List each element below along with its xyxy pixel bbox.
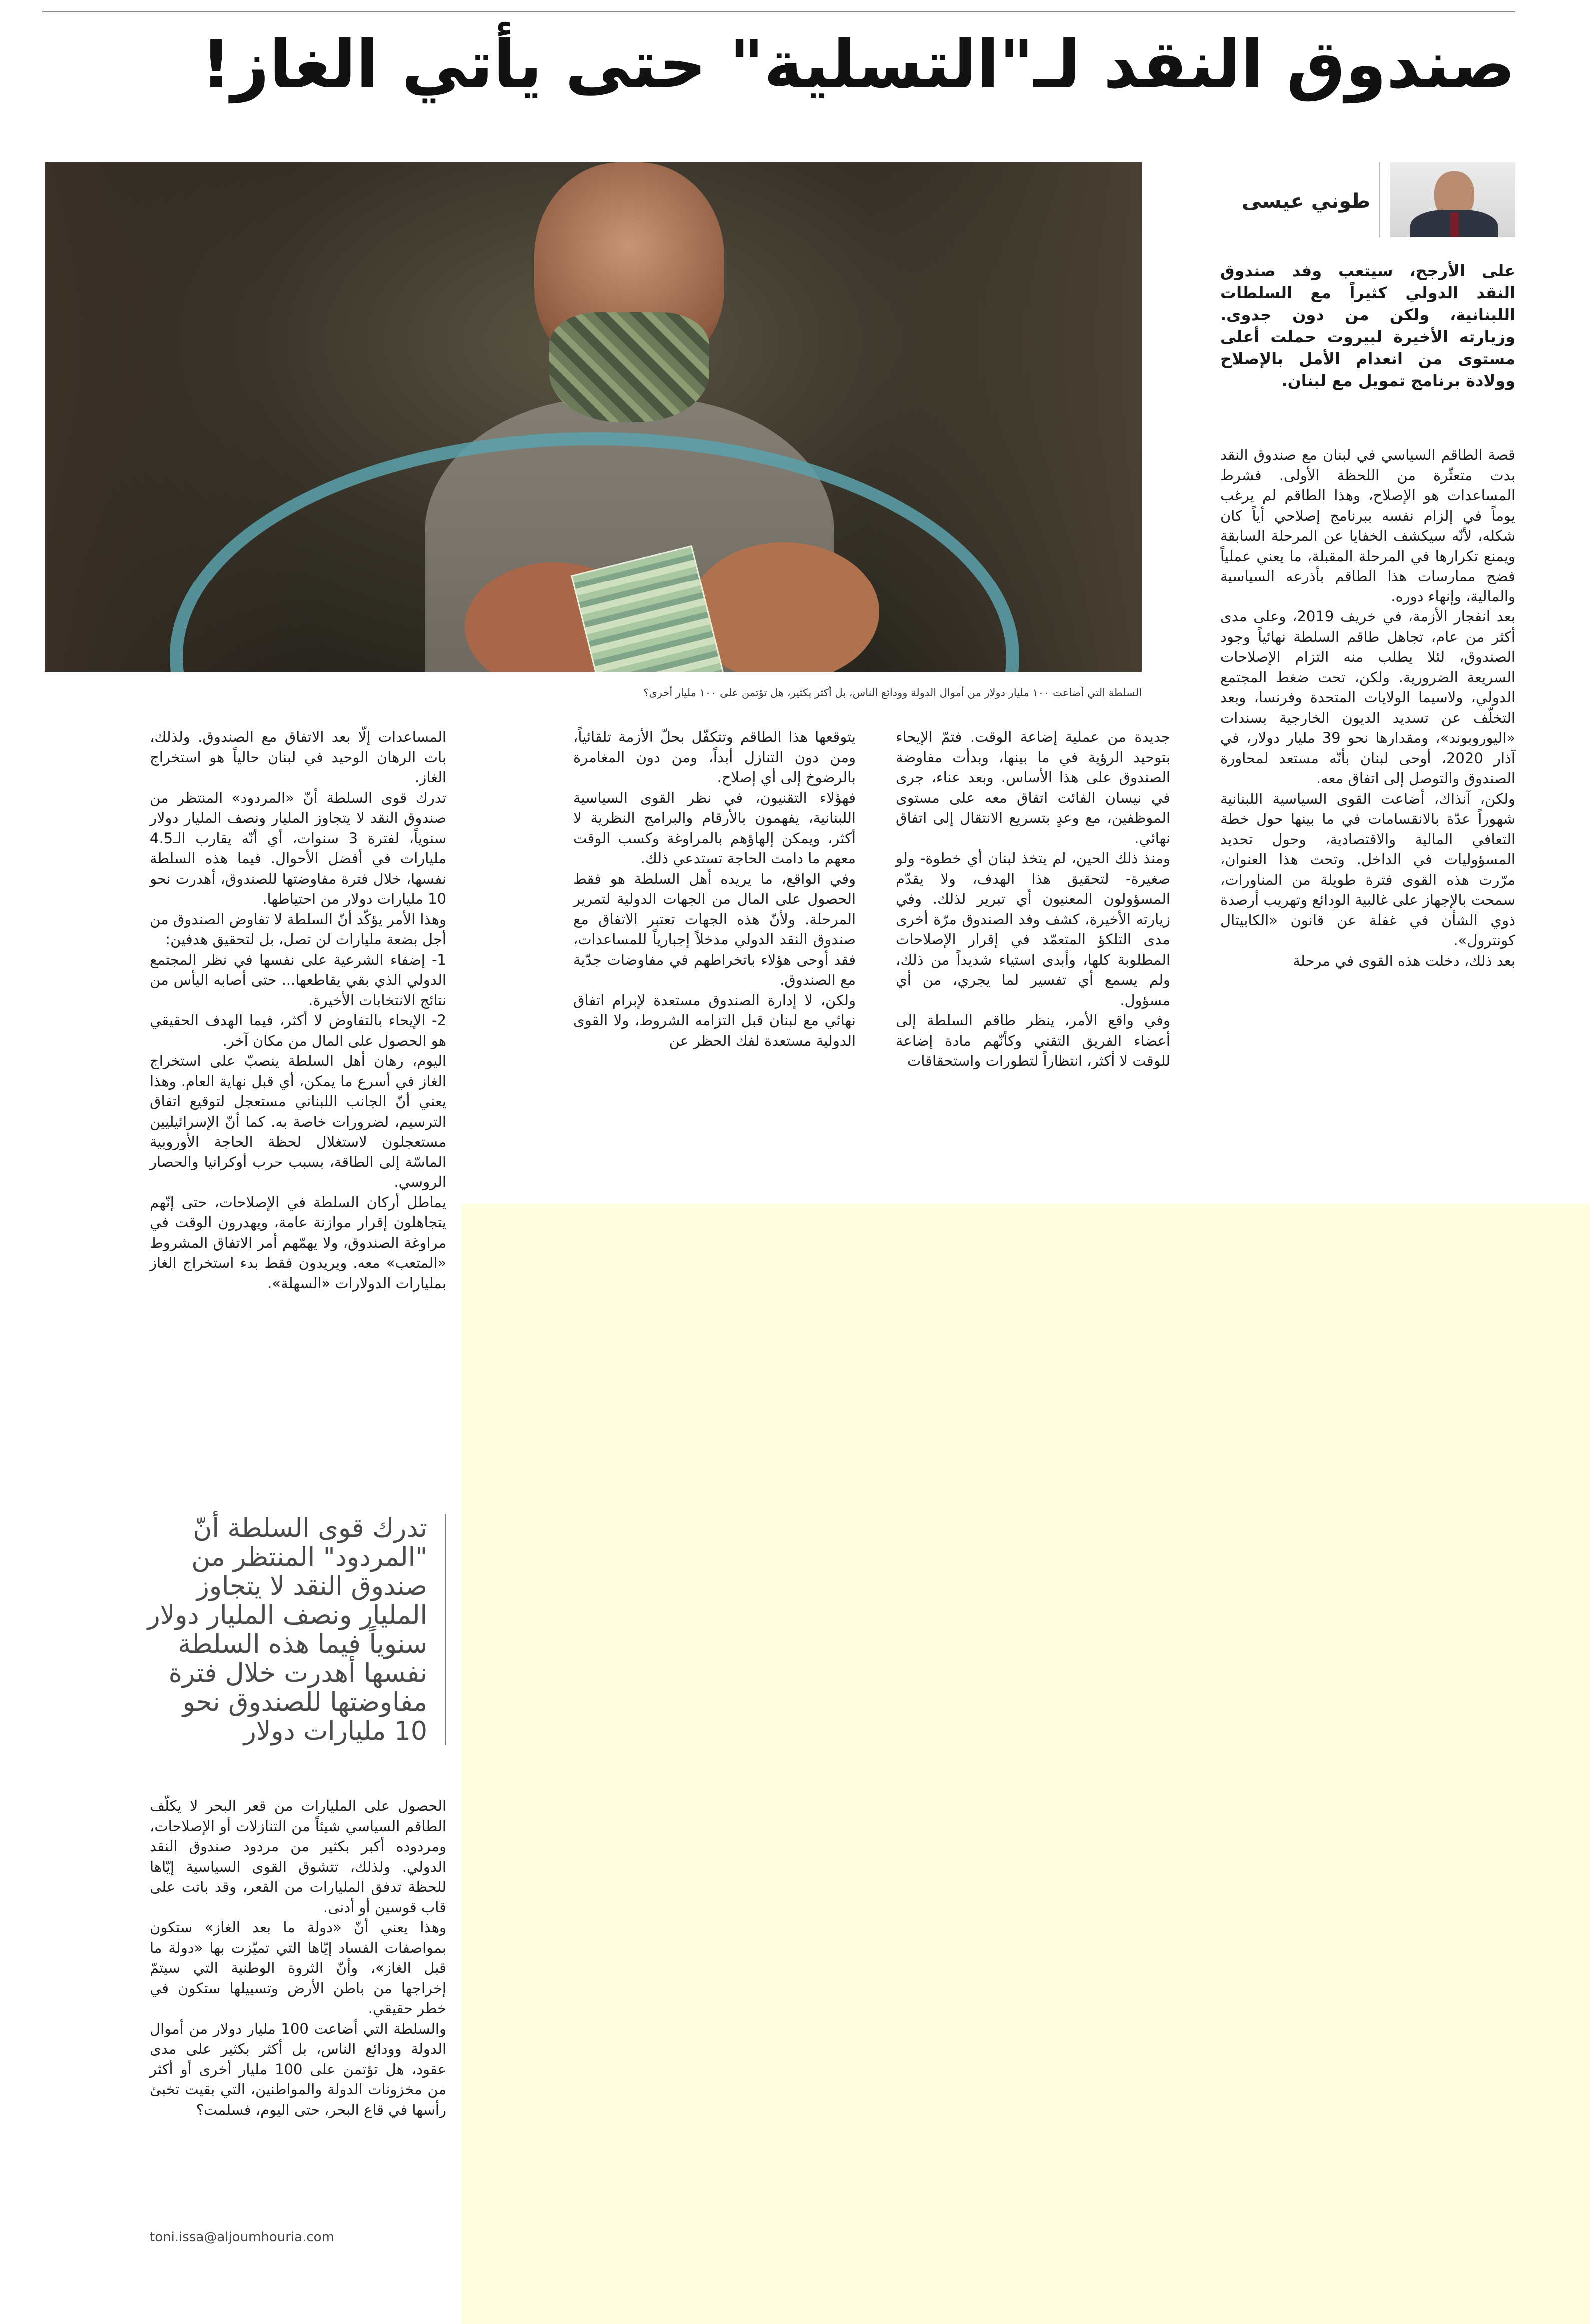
paragraph: يتوقعها هذا الطاقم وتتكفّل بحلّ الأزمة تلقائياً، ومن دون التنازل أبداً، ومن دون المغامرة بالرضوخ إلى أي إصلاح.: [573, 728, 856, 786]
paragraph: وفي واقع الأمر، ينظر طاقم السلطة إلى أعضاء الفريق التقني وكأنّهم مادة إضاعة للوقت لا أكثر، انتظاراً لتطورات واستحقاقات: [896, 1012, 1170, 1069]
author-email: toni.issa@aljoumhouria.com: [150, 2230, 334, 2245]
paragraph: وهذا يعني أنّ «دولة ما بعد الغاز» ستكون بمواصفات الفساد إيّاها التي تميّزت بها «دولة ما قبل الغاز»، وأنّ الثروة الوطنية التي سيتمّ إخراجها من باطن الأرض وتسييلها ستكون في خطر حقيقي.: [150, 1919, 446, 2017]
paragraph: وهذا الأمر يؤكّد أنّ السلطة لا تفاوض الصندوق من أجل بضعة مليارات لن تصل، بل لتحقيق هدفين:: [150, 910, 446, 948]
pull-quote: تدرك قوى السلطة أنّ "المردود" المنتظر من صندوق النقد لا يتجاوز المليار ونصف المليار دولار سنوياً فيما هذه السلطة نفسها أهدرت خلال فترة مفاوضتها للصندوق نحو 10 مليارات دولار: [146, 1514, 446, 1745]
article-photo: [45, 162, 1142, 672]
headline: صندوق النقد لـ"التسلية" حتى يأتي الغاز!: [201, 26, 1515, 103]
photo-caption: السلطة التي أضاعت ١٠٠ مليار دولار من أموال الدولة وودائع الناس، بل أكثر بكثير، هل تؤتمن على ١٠٠ مليار أخرى؟: [643, 687, 1142, 699]
advertisement-space: [461, 1204, 1590, 2324]
paragraph: بعد انفجار الأزمة، في خريف 2019، وعلى مدى أكثر من عام، تجاهل طاقم السلطة نهائياً وجود الصندوق، لئلا يطلب منه التزام الإصلاحات السريعة الضرورية. ولكن، تحت ضغط المجتمع الدولي، ولاسيما الولايات المتحدة وفرنسا، وبعد التخلّف عن تسديد الديون الخارجية بسندات «اليوروبوند»، ومقدارها نحو 39 مليار دولار، في آذار 2020، أوحى لبنان بأنّه مستعد لمحاورة الصندوق والتوصل إلى اتفاق معه.: [1220, 608, 1515, 787]
paragraph: وفي الواقع، ما يريده أهل السلطة هو فقط الحصول على المال من الجهات الدولية لتمرير المرحلة. ولأنّ هذه الجهات تعتبر الاتفاق مع صندوق النقد الدولي مدخلاً إجبارياً للمساعدات، فقد أوحى هؤلاء باتخراطهم في مفاوضات جدّية مع الصندوق.: [573, 870, 856, 988]
list-item: 2- الإيحاء بالتفاوض لا أكثر، فيما الهدف الحقيقي هو الحصول على المال من مكان آخر.: [150, 1012, 446, 1049]
author-name: طوني عيسى: [1242, 190, 1370, 213]
paragraph: فهؤلاء التقنيون، في نظر القوى السياسية اللبنانية، يفهمون بالأرقام والبرامج النظرية لا أكثر، ويمكن إلهاؤهم بالمراوغة وكسب الوقت معهم ما دامت الحاجة تستدعي ذلك.: [573, 789, 856, 867]
paragraph: الحصول على المليارات من قعر البحر لا يكلّف الطاقم السياسي شيئاً من التنازلات أو الإصلاحات، ومردوده أكبر بكثير من مردود صندوق النقد الدولي. ولذلك، تتشوق القوى السياسية إيّاها للحظة تدفق المليارات من القعر، وقد باتت على قاب قوسين أو أدنى.: [150, 1797, 446, 1916]
article-lede: على الأرجح، سيتعب وفد صندوق النقد الدولي كثيراً مع السلطات اللبنانية، ولكن من دون جدوى. وزيارته الأخيرة لبيروت حملت أعلى مستوى من انعدام الأمل بالإصلاح وولادة برنامج تمويل مع لبنان.: [1220, 261, 1515, 390]
paragraph: يماطل أركان السلطة في الإصلاحات، حتى إنّهم يتجاهلون إقرار موازنة عامة، ويهدرون الوقت في مراوغة الصندوق، ولا يهمّهم أمر الاتفاق المشروط «المتعب» معه. ويريدون فقط بدء استخراج الغاز بمليارات الدولارات «السهلة».: [150, 1193, 446, 1292]
column-2: [896, 727, 1170, 1071]
column-4: [150, 727, 446, 1293]
author-separator: [1379, 162, 1380, 237]
paragraph: تدرك قوى السلطة أنّ «المردود» المنتظر من صندوق النقد لا يتجاوز المليار ونصف المليار دولار سنوياً، لفترة 3 سنوات، أي أنّه يقارب الـ4.5 مليارات في أفضل الأحوال. فيما هذه السلطة نفسها، خلال فترة مفاوضتها للصندوق، أهدرت نحو 10 مليارات دولار من احتياطها.: [150, 789, 447, 907]
column-4-continued: [150, 1796, 446, 2120]
paragraph: المساعدات إلّا بعد الاتفاق مع الصندوق. ولذلك، بات الرهان الوحيد في لبنان حالياً هو استخراج الغاز.: [150, 728, 446, 786]
author-avatar: [1390, 162, 1515, 237]
paragraph: ومنذ ذلك الحين، لم يتخذ لبنان أي خطوة- ولو صغيرة- لتحقيق هذا الهدف، ولا يقدّم المسؤولون المعنيون أي تبرير لذلك. وفي زيارته الأخيرة، كشف وفد الصندوق مرّة أخرى مدى التلكؤ المتعمّد في إقرار الإصلاحات المطلوبة كلها، وأبدى استياء شديداً من ذلك، ولم يسمع أي تفسير لما يجري، من أي مسؤول.: [896, 850, 1170, 1009]
column-1: [1220, 445, 1515, 971]
paragraph: جديدة من عملية إضاعة الوقت. فتمّ الإيحاء بتوحيد الرؤية في ما بينها، وبدأت مفاوضة الصندوق على هذا الأساس. وبعد عناء، جرى في نيسان الفائت اتفاق معه على مستوى الموظفين، مع وعدٍ بتسريع الانتقال إلى اتفاق نهائي.: [896, 728, 1170, 847]
list-item: 1- إضفاء الشرعية على نفسها في نظر المجتمع الدولي الذي بقي يقاطعها... حتى أصابه اليأس من نتائج الانتخابات الأخيرة.: [150, 951, 446, 1009]
photo-face-mask: [549, 312, 709, 422]
paragraph: ولكن، آنذاك، أضاعت القوى السياسية اللبنانية شهوراً عدّة بالانقسامات في ما بينها حول خطة التعافي المالية والاقتصادية، وحول تحديد المسؤوليات في الداخل. وتحت هذا العنوان، مرّرت هذه القوى فترة طويلة من المناورات، سمحت بالإجهاز على غالبية الودائع وتهريب أرصدة ذوي الشأن في غفلة عن قانون «الكابيتال كونترول».: [1220, 790, 1515, 949]
author-tie: [1450, 212, 1458, 237]
author-block: [1220, 162, 1515, 242]
paragraph: بعد ذلك، دخلت هذه القوى في مرحلة: [1293, 952, 1515, 969]
paragraph: ولكن، لا إدارة الصندوق مستعدة لإبرام اتفاق نهائي مع لبنان قبل التزامه الشروط، ولا القوى الدولية مستعدة لفك الحظر عن: [573, 991, 856, 1049]
top-rule: [42, 11, 1515, 12]
paragraph: اليوم، رهان أهل السلطة ينصبّ على استخراج الغاز في أسرع ما يمكن، أي قبل نهاية العام. وهذا يعني أنّ الجانب اللبناني مستعجل لتوقيع اتفاق الترسيم، لضرورات خاصة به. كما أنّ الإسرائيليين مستعجلون لاستغلال لحظة الحاجة الأوروبية الماسّة إلى الطاقة، بسبب حرب أوكرانيا والحصار الروسي.: [150, 1052, 446, 1190]
paragraph: قصة الطاقم السياسي في لبنان مع صندوق النقد بدت متعثّرة من اللحظة الأولى. فشرط المساعدات هو الإصلاح، وهذا الطاقم لم يرغب يوماً في إلزام نفسه ببرنامج إصلاحي أياً كان شكله، لأنّه سيكشف الخفايا عن المرحلة السابقة ويمنع تكرارها في المرحلة المقبلة، ما يعني عملياً فضح ممارسات هذا الطاقم بأذرعه السياسية والمالية، وإنهاء دوره.: [1220, 446, 1515, 605]
column-3: [573, 727, 856, 1051]
paragraph: والسلطة التي أضاعت 100 مليار دولار من أموال الدولة وودائع الناس، بل أكثر بكثير على مدى عقود، هل تؤتمن على 100 مليار أخرى أو أكثر من مخزونات الدولة والمواطنين، التي بقيت تخبئ رأسها في قاع البحر، حتى اليوم، فسلمت؟: [150, 2020, 446, 2118]
